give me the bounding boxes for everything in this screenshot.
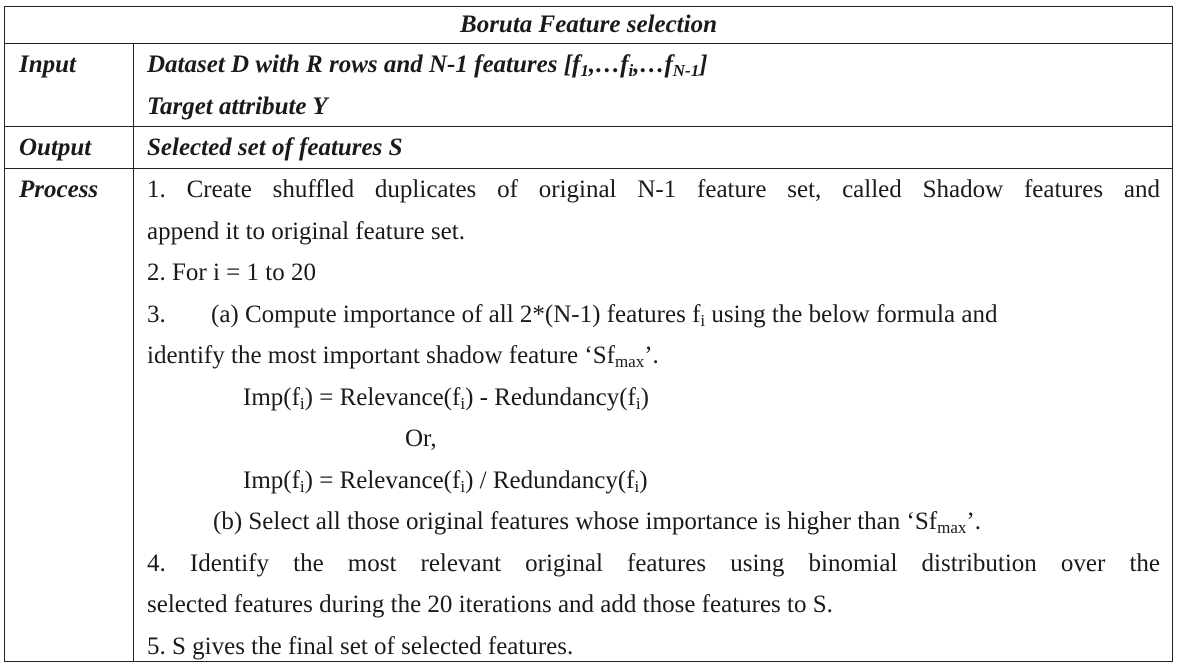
- column-divider: [133, 43, 134, 661]
- algorithm-table: [4, 6, 1173, 662]
- step-4-line-2: selected features during the 20 iterations and add those features to S.: [147, 591, 833, 618]
- input-row: [5, 43, 1172, 127]
- step-1-line-1: 1. Create shuffled duplicates of original N-1 feature set, called Shadow features and: [147, 176, 1160, 203]
- step-5: 5. S gives the final set of selected features.: [147, 632, 574, 660]
- input-line-2: Target attribute Y: [147, 92, 328, 120]
- formula-or: Or,: [405, 425, 437, 452]
- output-row: [5, 126, 1172, 169]
- formula-2: $Imp(f_i)$ = $Relevance(f_i)$ / $Redundancy(f_i)$: [243, 466, 648, 496]
- step-4-line-1: 4. Identify the most relevant original features using binomial distribution over the: [147, 549, 1160, 577]
- step-3b: (b) Select all those original features whose importance is higher than ‘$Sf_{max}$’.: [213, 508, 981, 537]
- step-1-line-2: append it to original feature set.: [147, 217, 465, 245]
- output-value: Selected set of features S: [147, 134, 403, 161]
- process-row: [5, 168, 1172, 661]
- formula-1: $Imp(f_i)$ = $Relevance(f_i)$ - $Redundancy(f_i)$: [243, 383, 649, 413]
- input-line-1: Dataset D with R rows and N-1 features $[f_1,\dots f_i,\dots f_{N-1}]$: [147, 51, 708, 80]
- output-label: Output: [19, 134, 92, 161]
- process-steps: [147, 169, 1160, 667]
- step-2: 2. For i = 1 to 20: [147, 259, 316, 286]
- step-3-line-1: 3. (a) Compute importance of all 2*(N-1) features $f_i$ using the below formula and: [147, 300, 998, 330]
- input-label: Input: [19, 51, 76, 78]
- table-title: Boruta Feature selection: [460, 11, 717, 38]
- input-value: [147, 44, 1160, 127]
- process-label: Process: [19, 176, 99, 203]
- step-3-line-2: identify the most important shadow feature ‘$Sf_{max}$’.: [147, 342, 659, 371]
